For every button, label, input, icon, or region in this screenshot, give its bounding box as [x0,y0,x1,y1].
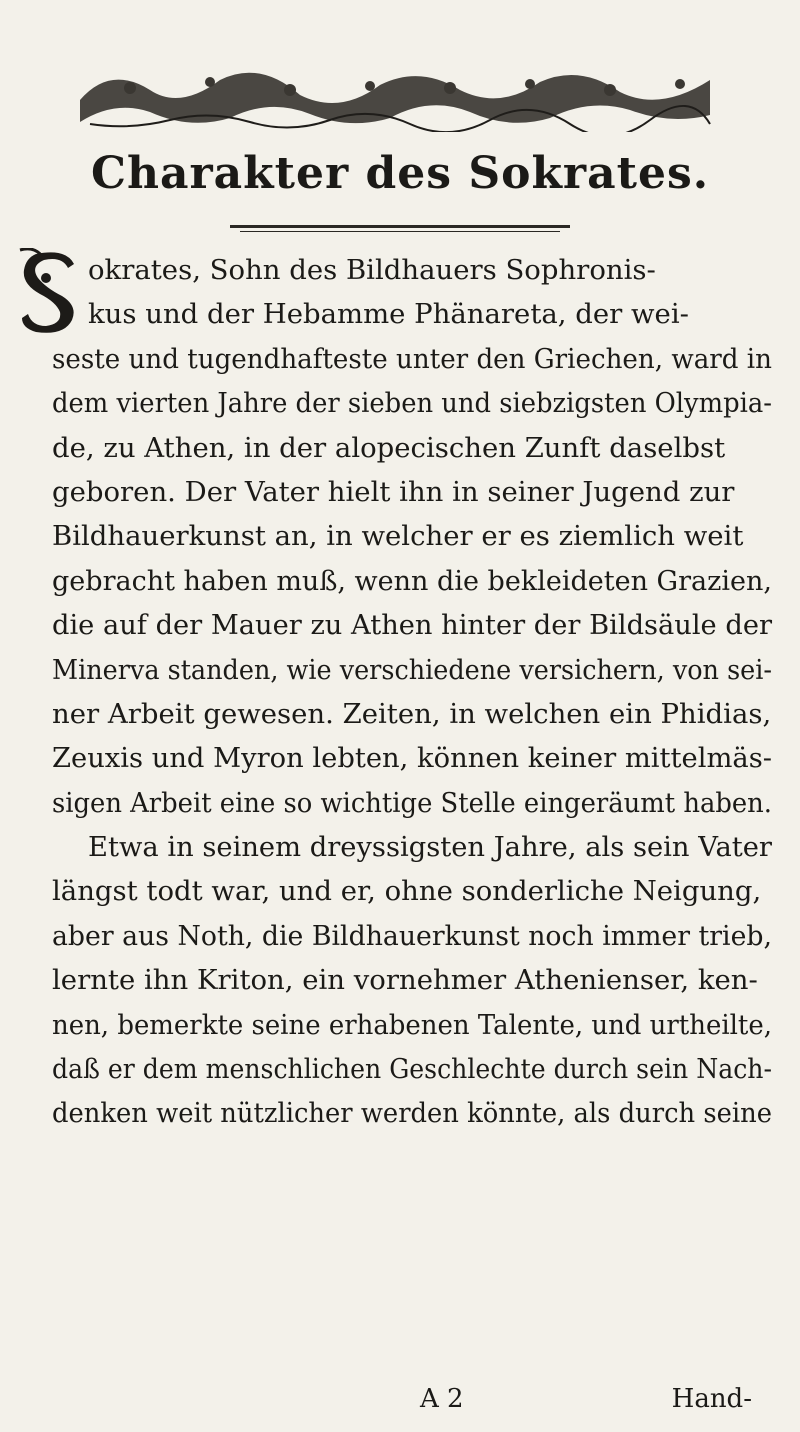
title-rule-thin [240,231,560,232]
text-line: Etwa in seinem dreyssigsten Jahre, als sein Vater [88,831,772,864]
body-text [52,248,772,1136]
text-line: seste und tugendhafteste unter den Griechen, ward in [52,342,772,375]
text-line: daß er dem menschlichen Geschlechte durch sein Nach- [52,1053,772,1086]
text-line: dem vierten Jahre der sieben und siebzigsten Olympia- [52,387,772,420]
text-line: Zeuxis und Myron lebten, können keiner mittelmäs- [52,742,772,775]
text-line: lernte ihn Kriton, ein vornehmer Athenienser, ken- [52,964,758,997]
text-line: kus und der Hebamme Phänareta, der wei- [88,298,689,331]
catchword: Hand- [671,1384,752,1414]
text-line: die auf der Mauer zu Athen hinter der Bildsäule der [52,609,772,642]
text-line: gebracht haben muß, wenn die bekleideten Grazien, [52,564,772,597]
text-line: ner Arbeit gewesen. Zeiten, in welchen ein Phidias, [52,697,772,730]
text-line: längst todt war, und er, ohne sonderliche Neigung, [52,875,762,908]
text-line: Bildhauerkunst an, in welcher er es ziemlich weit [52,520,744,553]
text-line: sigen Arbeit eine so wichtige Stelle eingeräumt haben. [52,786,772,819]
text-line: aber aus Noth, die Bildhauerkunst noch immer trieb, [52,919,772,952]
ornamental-header-band [70,60,720,132]
text-line: denken weit nützlicher werden könnte, als durch seine [52,1097,772,1130]
text-line: okrates, Sohn des Bildhauers Sophronis- [88,254,656,286]
chapter-title: Charakter des Sokrates. [90,148,710,199]
title-rule [230,225,570,228]
text-line: nen, bemerkte seine erhabenen Talente, und urtheilte, [52,1008,772,1041]
text-line: de, zu Athen, in der alopecischen Zunft daselbst [52,431,726,464]
signature-mark: A 2 [420,1384,464,1414]
text-line: Minerva standen, wie verschiedene versichern, von sei- [52,653,772,686]
text-line: geboren. Der Vater hielt ihn in seiner Jugend zur [52,475,735,508]
